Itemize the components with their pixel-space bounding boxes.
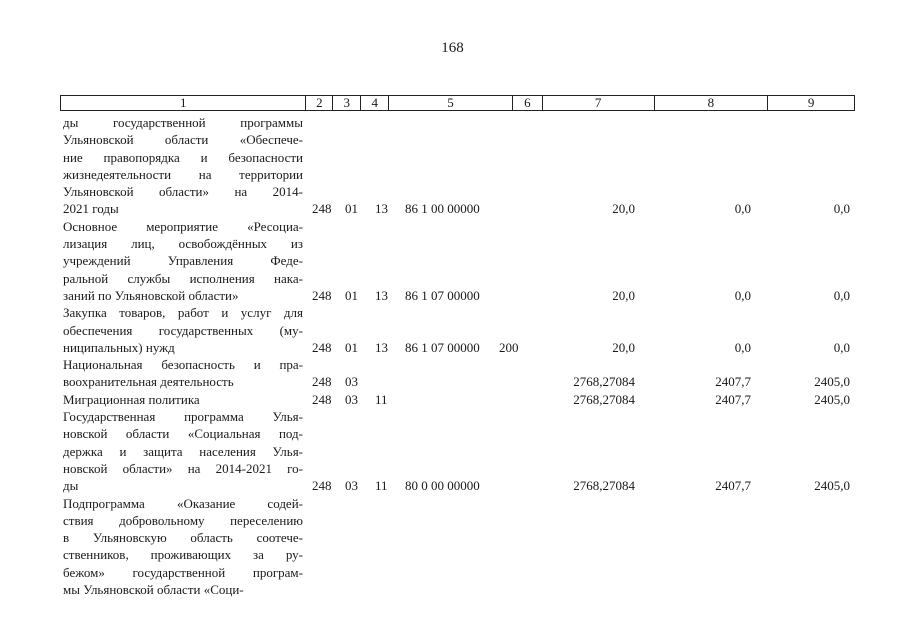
header-col-4: 4 [361,96,389,110]
description-line: ниципальных) нужд [63,339,175,355]
col-3-section: 03 [345,478,358,494]
description-line: воохранительная деятельность [63,374,234,390]
col-9-amount: 2405,0 [814,374,850,390]
col-7-amount: 2768,27084 [573,391,635,407]
table-row [0,495,905,599]
description-line: учреждений Управления Феде- [63,253,303,269]
col-3-section: 03 [345,391,358,407]
description-line: ральной службы исполнения нака- [63,270,303,286]
table-row [0,304,905,356]
row-description [63,114,303,218]
description-line: Ульяновской области» на 2014- [63,184,303,200]
row-description [63,356,303,391]
header-col-3: 3 [333,96,361,110]
col-2-ministry: 248 [312,374,332,390]
col-4-subsection: 11 [375,478,388,494]
row-description [63,391,303,408]
header-col-7: 7 [543,96,655,110]
header-col-1: 1 [61,96,306,110]
col-8-amount: 2407,7 [715,374,751,390]
col-7-amount: 20,0 [612,287,635,303]
col-4-subsection: 11 [375,391,388,407]
col-5-target-article: 86 1 07 00000 [405,287,480,303]
col-5-target-article: 86 1 00 00000 [405,201,480,217]
col-4-subsection: 13 [375,201,388,217]
header-col-9: 9 [807,95,815,110]
col-5-target-article: 86 1 07 00000 [405,339,480,355]
table-row [0,408,905,494]
col-8-amount: 0,0 [734,339,751,355]
description-line: ствия добровольному переселению [63,512,303,528]
description-line: Государственная программа Улья- [63,409,303,425]
table-header-row [60,95,855,111]
header-col-6: 6 [513,96,543,110]
header-col-5: 5 [389,96,513,110]
col-6-expense-type: 200 [499,339,519,355]
description-line: ние правопорядка и безопасности [63,149,303,165]
col-9-amount: 2405,0 [814,478,850,494]
description-line: в Ульяновскую область соотече- [63,530,303,546]
description-line: Закупка товаров, работ и услуг для [63,305,303,321]
description-line: Миграционная политика [63,391,200,407]
row-description [63,304,303,356]
description-line: держка и защита населения Улья- [63,443,303,459]
description-line: обеспечения государственных (му- [63,322,303,338]
col-2-ministry: 248 [312,478,332,494]
col-9-amount: 0,0 [833,201,850,217]
description-line: Ульяновской области «Обеспече- [63,132,303,148]
page-number: 168 [441,40,464,56]
description-line: 2021 годы [63,201,119,217]
description-line: заний по Ульяновской области» [63,287,239,303]
row-description [63,218,303,304]
col-8-amount: 0,0 [734,287,751,303]
table-body [0,114,905,598]
col-8-amount: 2407,7 [715,478,751,494]
table-row [0,391,905,408]
col-3-section: 01 [345,339,358,355]
col-3-section: 03 [345,374,358,390]
col-8-amount: 2407,7 [715,391,751,407]
col-7-amount: 2768,27084 [573,374,635,390]
col-3-section: 01 [345,201,358,217]
description-line: мы Ульяновской области «Соци- [63,582,244,598]
description-line: лизация лиц, освобождённых из [63,236,303,252]
description-line: Подпрограмма «Оказание содей- [63,495,303,511]
col-7-amount: 20,0 [612,201,635,217]
col-5-target-article: 80 0 00 00000 [405,478,480,494]
col-9-amount: 2405,0 [814,391,850,407]
description-line: бежом» государственной програм- [63,564,303,580]
col-7-amount: 20,0 [612,339,635,355]
header-col-8: 8 [655,96,769,110]
col-7-amount: 2768,27084 [573,478,635,494]
description-line: ственников, проживающих за ру- [63,547,303,563]
description-line: ды государственной программы [63,115,303,130]
col-4-subsection: 13 [375,287,388,303]
table-row [0,356,905,391]
description-line: жизнедеятельности на территории [63,166,303,182]
description-line: новской области «Социальная под- [63,426,303,442]
col-2-ministry: 248 [312,287,332,303]
col-2-ministry: 248 [312,339,332,355]
col-2-ministry: 248 [312,391,332,407]
header-col-2: 2 [306,96,333,110]
description-line: новской области» на 2014-2021 го- [63,460,303,476]
description-line: ды [63,478,79,494]
table-row [0,114,905,218]
row-description [63,495,303,599]
col-4-subsection: 13 [375,339,388,355]
col-3-section: 01 [345,287,358,303]
col-8-amount: 0,0 [734,201,751,217]
description-line: Национальная безопасность и пра- [63,357,303,373]
row-description [63,408,303,494]
description-line: Основное мероприятие «Ресоциа- [63,218,303,234]
col-9-amount: 0,0 [833,287,850,303]
table-row [0,218,905,304]
col-9-amount: 0,0 [833,339,850,355]
col-2-ministry: 248 [312,201,332,217]
